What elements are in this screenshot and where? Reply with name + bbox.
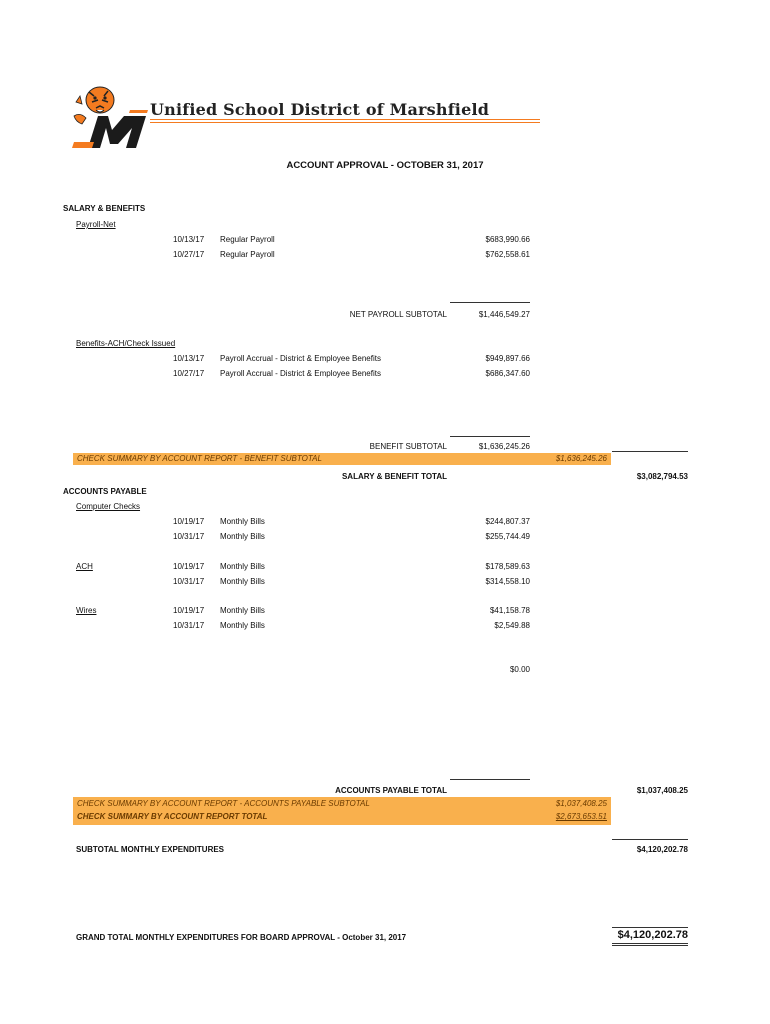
benefit-amount-1: $949,897.66 <box>485 354 530 363</box>
ach-amount-2: $314,558.10 <box>485 577 530 586</box>
wires-desc-1: Monthly Bills <box>220 606 265 615</box>
benefit-desc-2: Payroll Accrual - District & Employee Benefits <box>220 369 381 378</box>
wires-amount-2: $2,549.88 <box>494 621 530 630</box>
ach-amount-1: $178,589.63 <box>485 562 530 571</box>
payroll-desc-1: Regular Payroll <box>220 235 275 244</box>
subtotal-rule <box>612 839 688 840</box>
ach-desc-1: Monthly Bills <box>220 562 265 571</box>
payroll-date-2: 10/27/17 <box>173 250 205 259</box>
header-rule-bottom <box>150 122 540 123</box>
ach-date-2: 10/31/17 <box>173 577 205 586</box>
check-summary-total-amount: $2,673,653.51 <box>555 812 607 821</box>
check-summary-total-label: CHECK SUMMARY BY ACCOUNT REPORT TOTAL <box>77 812 268 821</box>
check-summary-ap-block <box>73 797 611 825</box>
benefit-desc-1: Payroll Accrual - District & Employee Benefits <box>220 354 381 363</box>
cc-desc-1: Monthly Bills <box>220 517 265 526</box>
check-summary-benefit-row <box>73 453 611 465</box>
salary-total-label: SALARY & BENEFIT TOTAL <box>341 472 447 481</box>
wires-amount-1: $41,158.78 <box>489 606 530 615</box>
payables-heading: ACCOUNTS PAYABLE <box>63 487 147 496</box>
check-summary-benefit-amount: $1,636,245.26 <box>555 454 607 463</box>
cc-desc-2: Monthly Bills <box>220 532 265 541</box>
wires-date-2: 10/31/17 <box>173 621 205 630</box>
report-title: ACCOUNT APPROVAL - OCTOBER 31, 2017 <box>286 160 484 171</box>
wires-label: Wires <box>76 606 97 615</box>
payroll-desc-2: Regular Payroll <box>220 250 275 259</box>
cc-date-1: 10/19/17 <box>173 517 205 526</box>
ap-total-label: ACCOUNTS PAYABLE TOTAL <box>335 786 447 795</box>
grand-total-rule-top <box>612 927 688 928</box>
tiger-m-logo <box>70 82 150 154</box>
benefit-amount-2: $686,347.60 <box>485 369 530 378</box>
cc-amount-2: $255,744.49 <box>485 532 530 541</box>
grand-total-rule-bottom-1 <box>612 943 688 944</box>
check-summary-ap-amount: $1,037,408.25 <box>555 799 607 808</box>
salary-heading: SALARY & BENEFITS <box>63 204 146 213</box>
cc-amount-1: $244,807.37 <box>485 517 530 526</box>
ach-date-1: 10/19/17 <box>173 562 205 571</box>
payroll-date-1: 10/13/17 <box>173 235 205 244</box>
org-name: Unified School District of Marshfield <box>150 100 490 119</box>
net-payroll-rule <box>450 302 530 303</box>
computer-checks-label: Computer Checks <box>76 502 141 511</box>
benefit-subtotal-label: BENEFIT SUBTOTAL <box>369 442 447 451</box>
benefit-subtotal-rule <box>450 436 530 437</box>
benefit-summary-rule <box>612 451 688 452</box>
check-summary-ap-label: CHECK SUMMARY BY ACCOUNT REPORT - ACCOUNTS PAYABLE SUBTOTAL <box>77 799 370 808</box>
zero-amount: $0.00 <box>509 665 530 674</box>
benefit-subtotal-amount: $1,636,245.26 <box>478 442 530 451</box>
ap-total-rule <box>450 779 530 780</box>
check-summary-benefit-label: CHECK SUMMARY BY ACCOUNT REPORT - BENEFIT SUBTOTAL <box>77 454 322 463</box>
benefits-label: Benefits-ACH/Check Issued <box>76 339 176 348</box>
payroll-amount-2: $762,558.61 <box>485 250 530 259</box>
header-rule-top <box>150 119 540 120</box>
ap-total-amount: $1,037,408.25 <box>636 786 688 795</box>
wires-date-1: 10/19/17 <box>173 606 205 615</box>
payroll-label: Payroll-Net <box>76 220 116 229</box>
net-payroll-label: NET PAYROLL SUBTOTAL <box>349 310 447 319</box>
grand-total-amount: $4,120,202.78 <box>617 929 688 941</box>
benefit-date-2: 10/27/17 <box>173 369 205 378</box>
wires-desc-2: Monthly Bills <box>220 621 265 630</box>
benefit-date-1: 10/13/17 <box>173 354 205 363</box>
salary-total-amount: $3,082,794.53 <box>636 472 688 481</box>
net-payroll-amount: $1,446,549.27 <box>478 310 530 319</box>
ach-desc-2: Monthly Bills <box>220 577 265 586</box>
payroll-amount-1: $683,990.66 <box>485 235 530 244</box>
grand-total-label: GRAND TOTAL MONTHLY EXPENDITURES FOR BOARD APPROVAL - October 31, 2017 <box>76 933 407 942</box>
ach-label: ACH <box>76 562 93 571</box>
grand-total-rule-bottom-2 <box>612 945 688 946</box>
cc-date-2: 10/31/17 <box>173 532 205 541</box>
subtotal-amount: $4,120,202.78 <box>636 845 688 854</box>
subtotal-label: SUBTOTAL MONTHLY EXPENDITURES <box>76 845 225 854</box>
